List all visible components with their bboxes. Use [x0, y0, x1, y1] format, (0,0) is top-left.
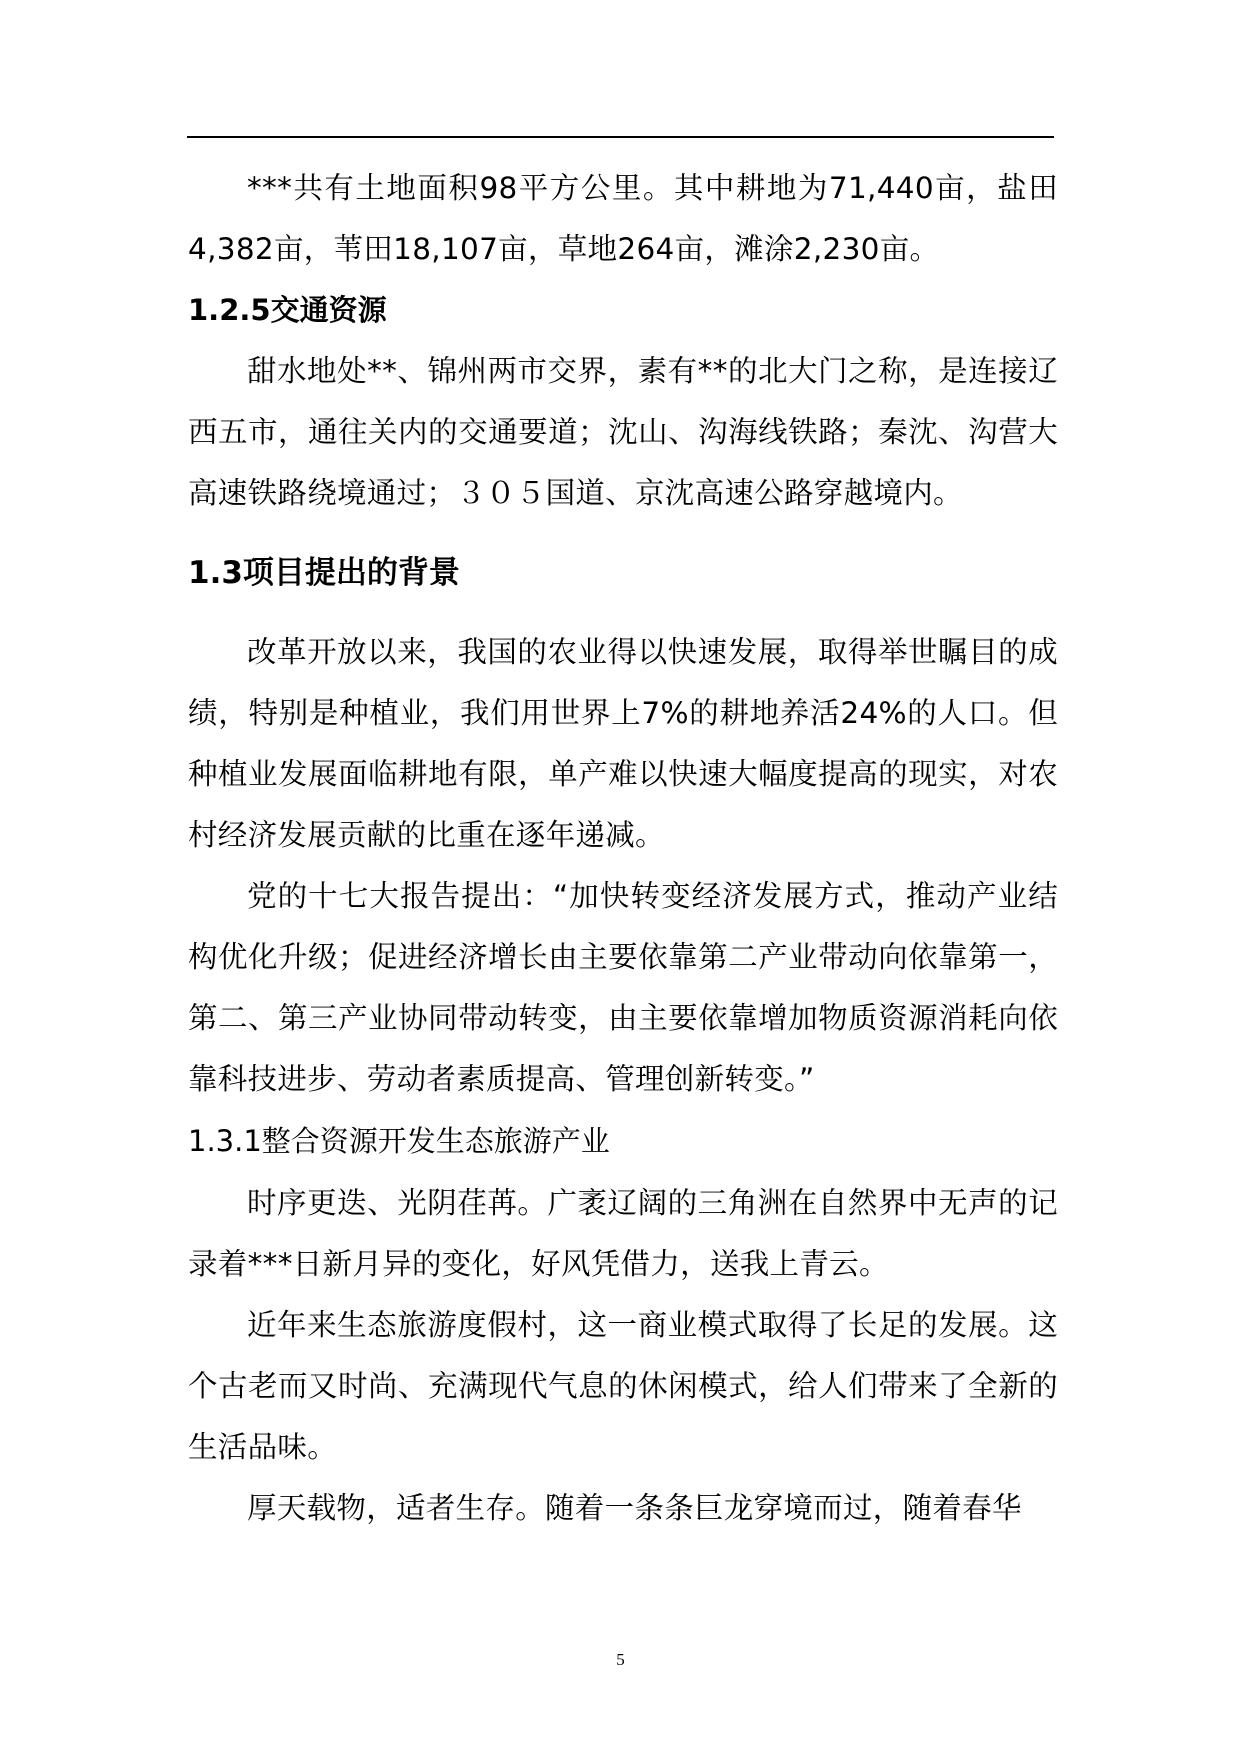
page-number: 5 — [616, 1650, 625, 1669]
reform-paragraph: 改革开放以来，我国的农业得以快速发展，取得举世瞩目的成绩，特别是种植业，我们用世界上7%的耕地养活24%的人口。但种植业发展面临耕地有限，单产难以快速大幅度提高的现实，对农村经济发展贡献的比重在逐年递减。 — [188, 635, 1058, 852]
closing-paragraph: 厚天载物，适者生存。随着一条条巨龙穿境而过，随着春华 — [247, 1491, 1022, 1525]
congress-report-paragraph: 党的十七大报告提出：“加快转变经济发展方式，推动产业结构优化升级；促进经济增长由主要依靠第二产业带动向依靠第一，第二、第三产业协同带动转变，由主要依靠增加物质资源消耗向依靠科技进步、劳动者素质提高、管理创新转变。” — [188, 879, 1058, 1096]
section-heading-transport: 1.2.5交通资源 — [188, 293, 387, 327]
section-heading-background: 1.3项目提出的背景 — [188, 555, 460, 591]
subsection-heading-integration: 1.3.1整合资源开发生态旅游产业 — [188, 1124, 610, 1158]
transport-paragraph: 甜水地处**、锦州两市交界，素有**的北大门之称，是连接辽西五市，通往关内的交通要道；沈山、沟海线铁路；秦沈、沟营大高速铁路绕境通过；３０５国道、京沈高速公路穿越境内。 — [188, 354, 1058, 510]
document-body — [188, 158, 1058, 1539]
land-area-paragraph: ***共有土地面积98平方公里。其中耕地为71,440亩，盐田4,382亩，苇田18,107亩，草地264亩，滩涂2,230亩。 — [188, 171, 1058, 266]
eco-tourism-paragraph: 近年来生态旅游度假村，这一商业模式取得了长足的发展。这个古老而又时尚、充满现代气息的休闲模式，给人们带来了全新的生活品味。 — [188, 1308, 1058, 1464]
delta-paragraph: 时序更迭、光阴荏苒。广袤辽阔的三角洲在自然界中无声的记录着***日新月异的变化，好风凭借力，送我上青云。 — [188, 1186, 1058, 1281]
header-rule — [187, 136, 1054, 138]
